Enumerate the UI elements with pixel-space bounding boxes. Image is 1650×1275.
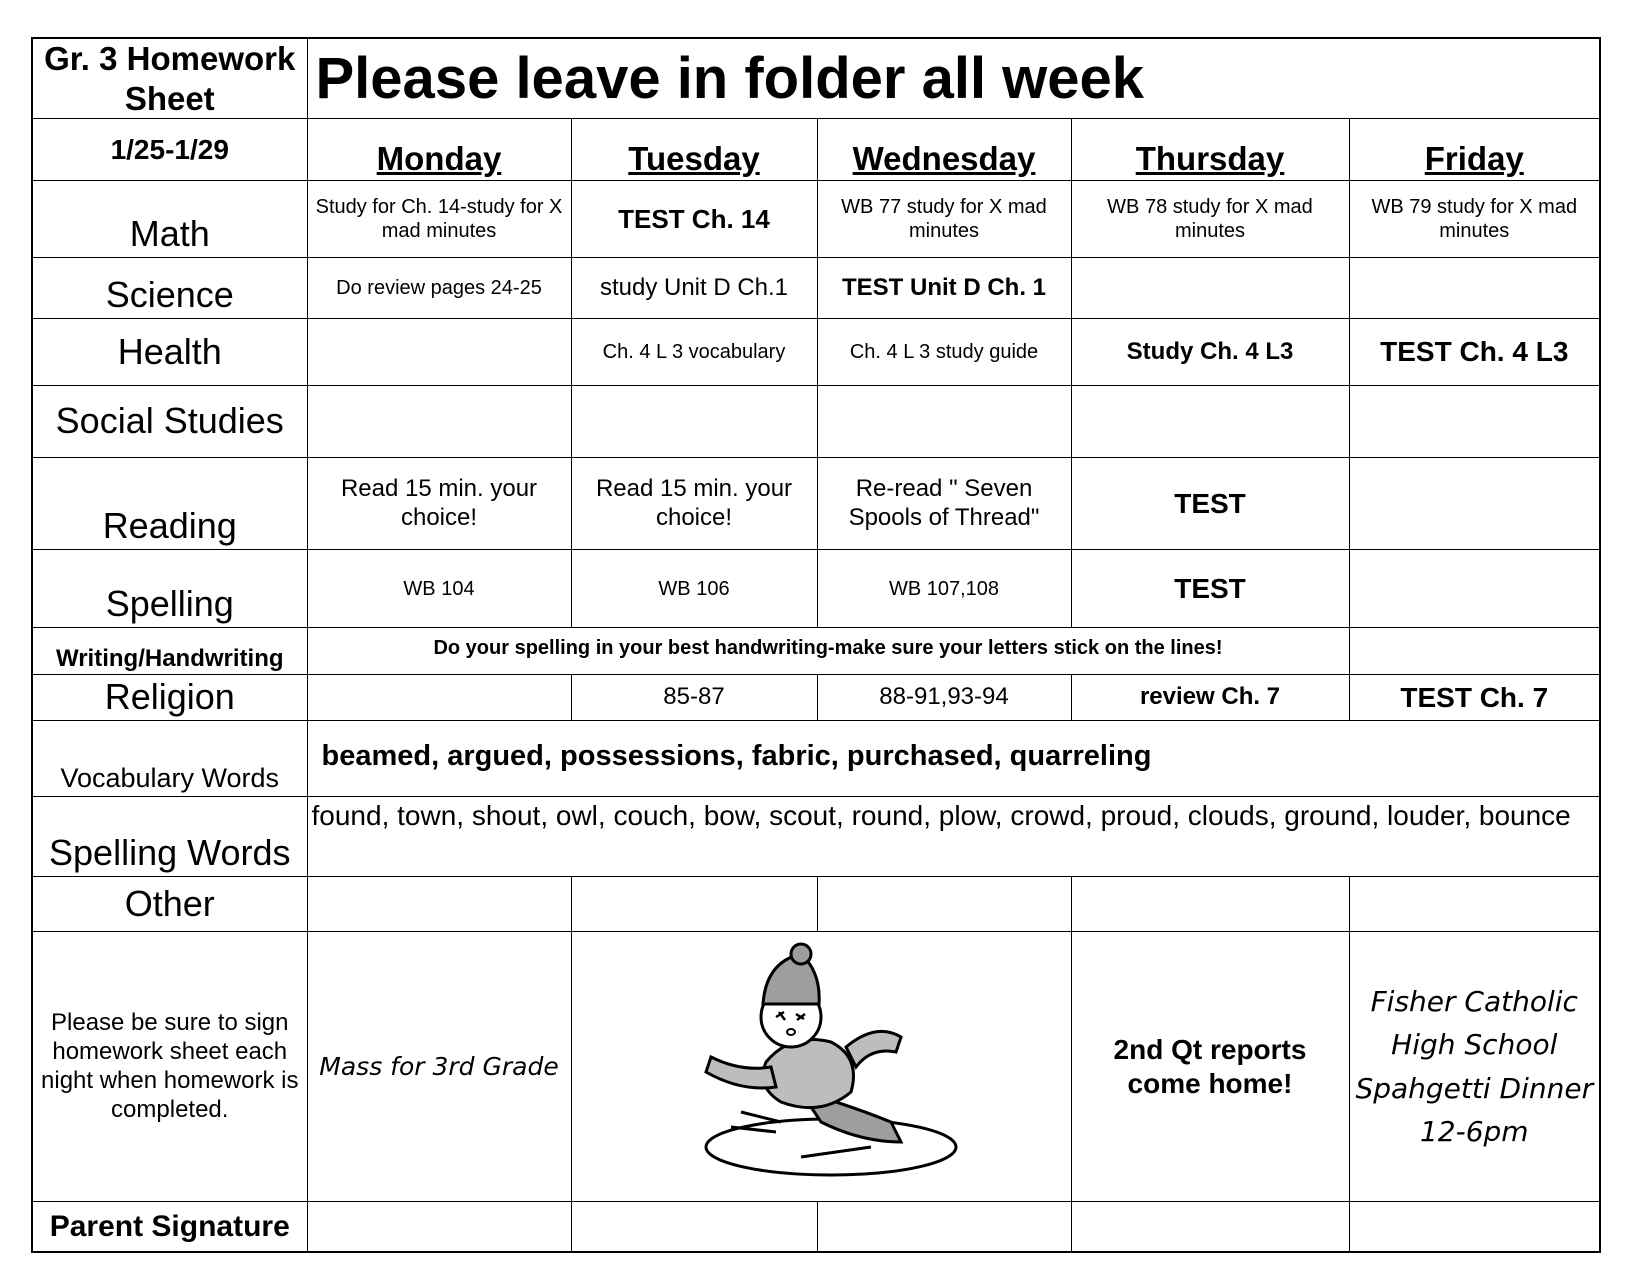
day-friday: Friday xyxy=(1349,119,1600,181)
day-header-row xyxy=(32,119,1600,181)
other-wednesday xyxy=(817,877,1071,932)
row-social-studies xyxy=(32,386,1600,458)
social-thursday xyxy=(1071,386,1349,458)
spelling-friday xyxy=(1349,550,1600,628)
other-tuesday xyxy=(571,877,817,932)
subject-science: Science xyxy=(32,258,307,319)
religion-thursday: review Ch. 7 xyxy=(1071,675,1349,721)
science-friday xyxy=(1349,258,1600,319)
health-friday: TEST Ch. 4 L3 xyxy=(1349,319,1600,386)
science-tuesday: study Unit D Ch.1 xyxy=(571,258,817,319)
religion-wednesday: 88-91,93-94 xyxy=(817,675,1071,721)
subject-other: Other xyxy=(32,877,307,932)
subject-religion: Religion xyxy=(32,675,307,721)
social-friday xyxy=(1349,386,1600,458)
folder-banner: Please leave in folder all week xyxy=(307,38,1600,119)
health-tuesday: Ch. 4 L 3 vocabulary xyxy=(571,319,817,386)
religion-monday xyxy=(307,675,571,721)
day-wednesday: Wednesday xyxy=(817,119,1071,181)
subject-spelling: Spelling xyxy=(32,550,307,628)
subject-writing: Writing/Handwriting xyxy=(32,628,307,675)
row-health xyxy=(32,319,1600,386)
math-monday: Study for Ch. 14-study for X mad minutes xyxy=(307,181,571,258)
subject-math: Math xyxy=(32,181,307,258)
sheet-title: Gr. 3 Homework Sheet xyxy=(32,38,307,119)
row-notes xyxy=(32,932,1600,1202)
row-spelling-words xyxy=(32,797,1600,877)
skater-body xyxy=(763,1039,853,1107)
spelling-thursday: TEST xyxy=(1071,550,1349,628)
row-signature xyxy=(32,1202,1600,1252)
spelling-tuesday: WB 106 xyxy=(571,550,817,628)
subject-vocabulary: Vocabulary Words xyxy=(32,721,307,797)
signature-monday[interactable] xyxy=(307,1202,571,1252)
notes-thursday: 2nd Qt reports come home! xyxy=(1071,932,1349,1202)
math-thursday: WB 78 study for X mad minutes xyxy=(1071,181,1349,258)
other-monday xyxy=(307,877,571,932)
row-other xyxy=(32,877,1600,932)
skater-right-arm xyxy=(846,1031,901,1067)
other-thursday xyxy=(1071,877,1349,932)
health-thursday: Study Ch. 4 L3 xyxy=(1071,319,1349,386)
skater-hat xyxy=(763,954,819,1004)
science-monday: Do review pages 24-25 xyxy=(307,258,571,319)
row-vocabulary xyxy=(32,721,1600,797)
week-dates: 1/25-1/29 xyxy=(32,119,307,181)
subject-reading: Reading xyxy=(32,458,307,550)
spelling-wednesday: WB 107,108 xyxy=(817,550,1071,628)
social-wednesday xyxy=(817,386,1071,458)
row-science xyxy=(32,258,1600,319)
other-friday xyxy=(1349,877,1600,932)
health-wednesday: Ch. 4 L 3 study guide xyxy=(817,319,1071,386)
social-tuesday xyxy=(571,386,817,458)
writing-note: Do your spelling in your best handwriting-make sure your letters stick on the lines! xyxy=(307,628,1349,675)
math-tuesday: TEST Ch. 14 xyxy=(571,181,817,258)
day-thursday: Thursday xyxy=(1071,119,1349,181)
science-wednesday: TEST Unit D Ch. 1 xyxy=(817,258,1071,319)
row-math xyxy=(32,181,1600,258)
spelling-monday: WB 104 xyxy=(307,550,571,628)
signature-friday[interactable] xyxy=(1349,1202,1600,1252)
parent-signature-label: Parent Signature xyxy=(32,1202,307,1252)
signature-thursday[interactable] xyxy=(1071,1202,1349,1252)
day-monday: Monday xyxy=(307,119,571,181)
writing-friday xyxy=(1349,628,1600,675)
row-religion xyxy=(32,675,1600,721)
math-friday: WB 79 study for X mad minutes xyxy=(1349,181,1600,258)
reading-friday xyxy=(1349,458,1600,550)
health-monday xyxy=(307,319,571,386)
reading-thursday: TEST xyxy=(1071,458,1349,550)
day-tuesday: Tuesday xyxy=(571,119,817,181)
subject-social-studies: Social Studies xyxy=(32,386,307,458)
row-reading xyxy=(32,458,1600,550)
homework-table xyxy=(31,37,1601,1253)
religion-tuesday: 85-87 xyxy=(571,675,817,721)
math-wednesday: WB 77 study for X mad minutes xyxy=(817,181,1071,258)
sign-reminder: Please be sure to sign homework sheet each night when homework is completed. xyxy=(32,932,307,1202)
signature-wednesday[interactable] xyxy=(817,1202,1071,1252)
hat-pompom xyxy=(791,944,811,964)
clipart-cell xyxy=(571,932,1071,1202)
row-spelling xyxy=(32,550,1600,628)
science-thursday xyxy=(1071,258,1349,319)
religion-friday: TEST Ch. 7 xyxy=(1349,675,1600,721)
title-row xyxy=(32,38,1600,119)
ice-skater-slipping-icon xyxy=(671,942,971,1192)
row-writing xyxy=(32,628,1600,675)
reading-wednesday: Re-read " Seven Spools of Thread" xyxy=(817,458,1071,550)
spelling-words-list: found, town, shout, owl, couch, bow, scout, round, plow, crowd, proud, clouds, ground, louder, bounce xyxy=(307,797,1600,877)
signature-tuesday[interactable] xyxy=(571,1202,817,1252)
subject-health: Health xyxy=(32,319,307,386)
notes-friday: Fisher Catholic High School Spahgetti Dinner 12-6pm xyxy=(1349,932,1600,1202)
notes-monday: Mass for 3rd Grade xyxy=(307,932,571,1202)
social-monday xyxy=(307,386,571,458)
reading-monday: Read 15 min. your choice! xyxy=(307,458,571,550)
reading-tuesday: Read 15 min. your choice! xyxy=(571,458,817,550)
vocabulary-words: beamed, argued, possessions, fabric, purchased, quarreling xyxy=(307,721,1600,797)
subject-spelling-words: Spelling Words xyxy=(32,797,307,877)
